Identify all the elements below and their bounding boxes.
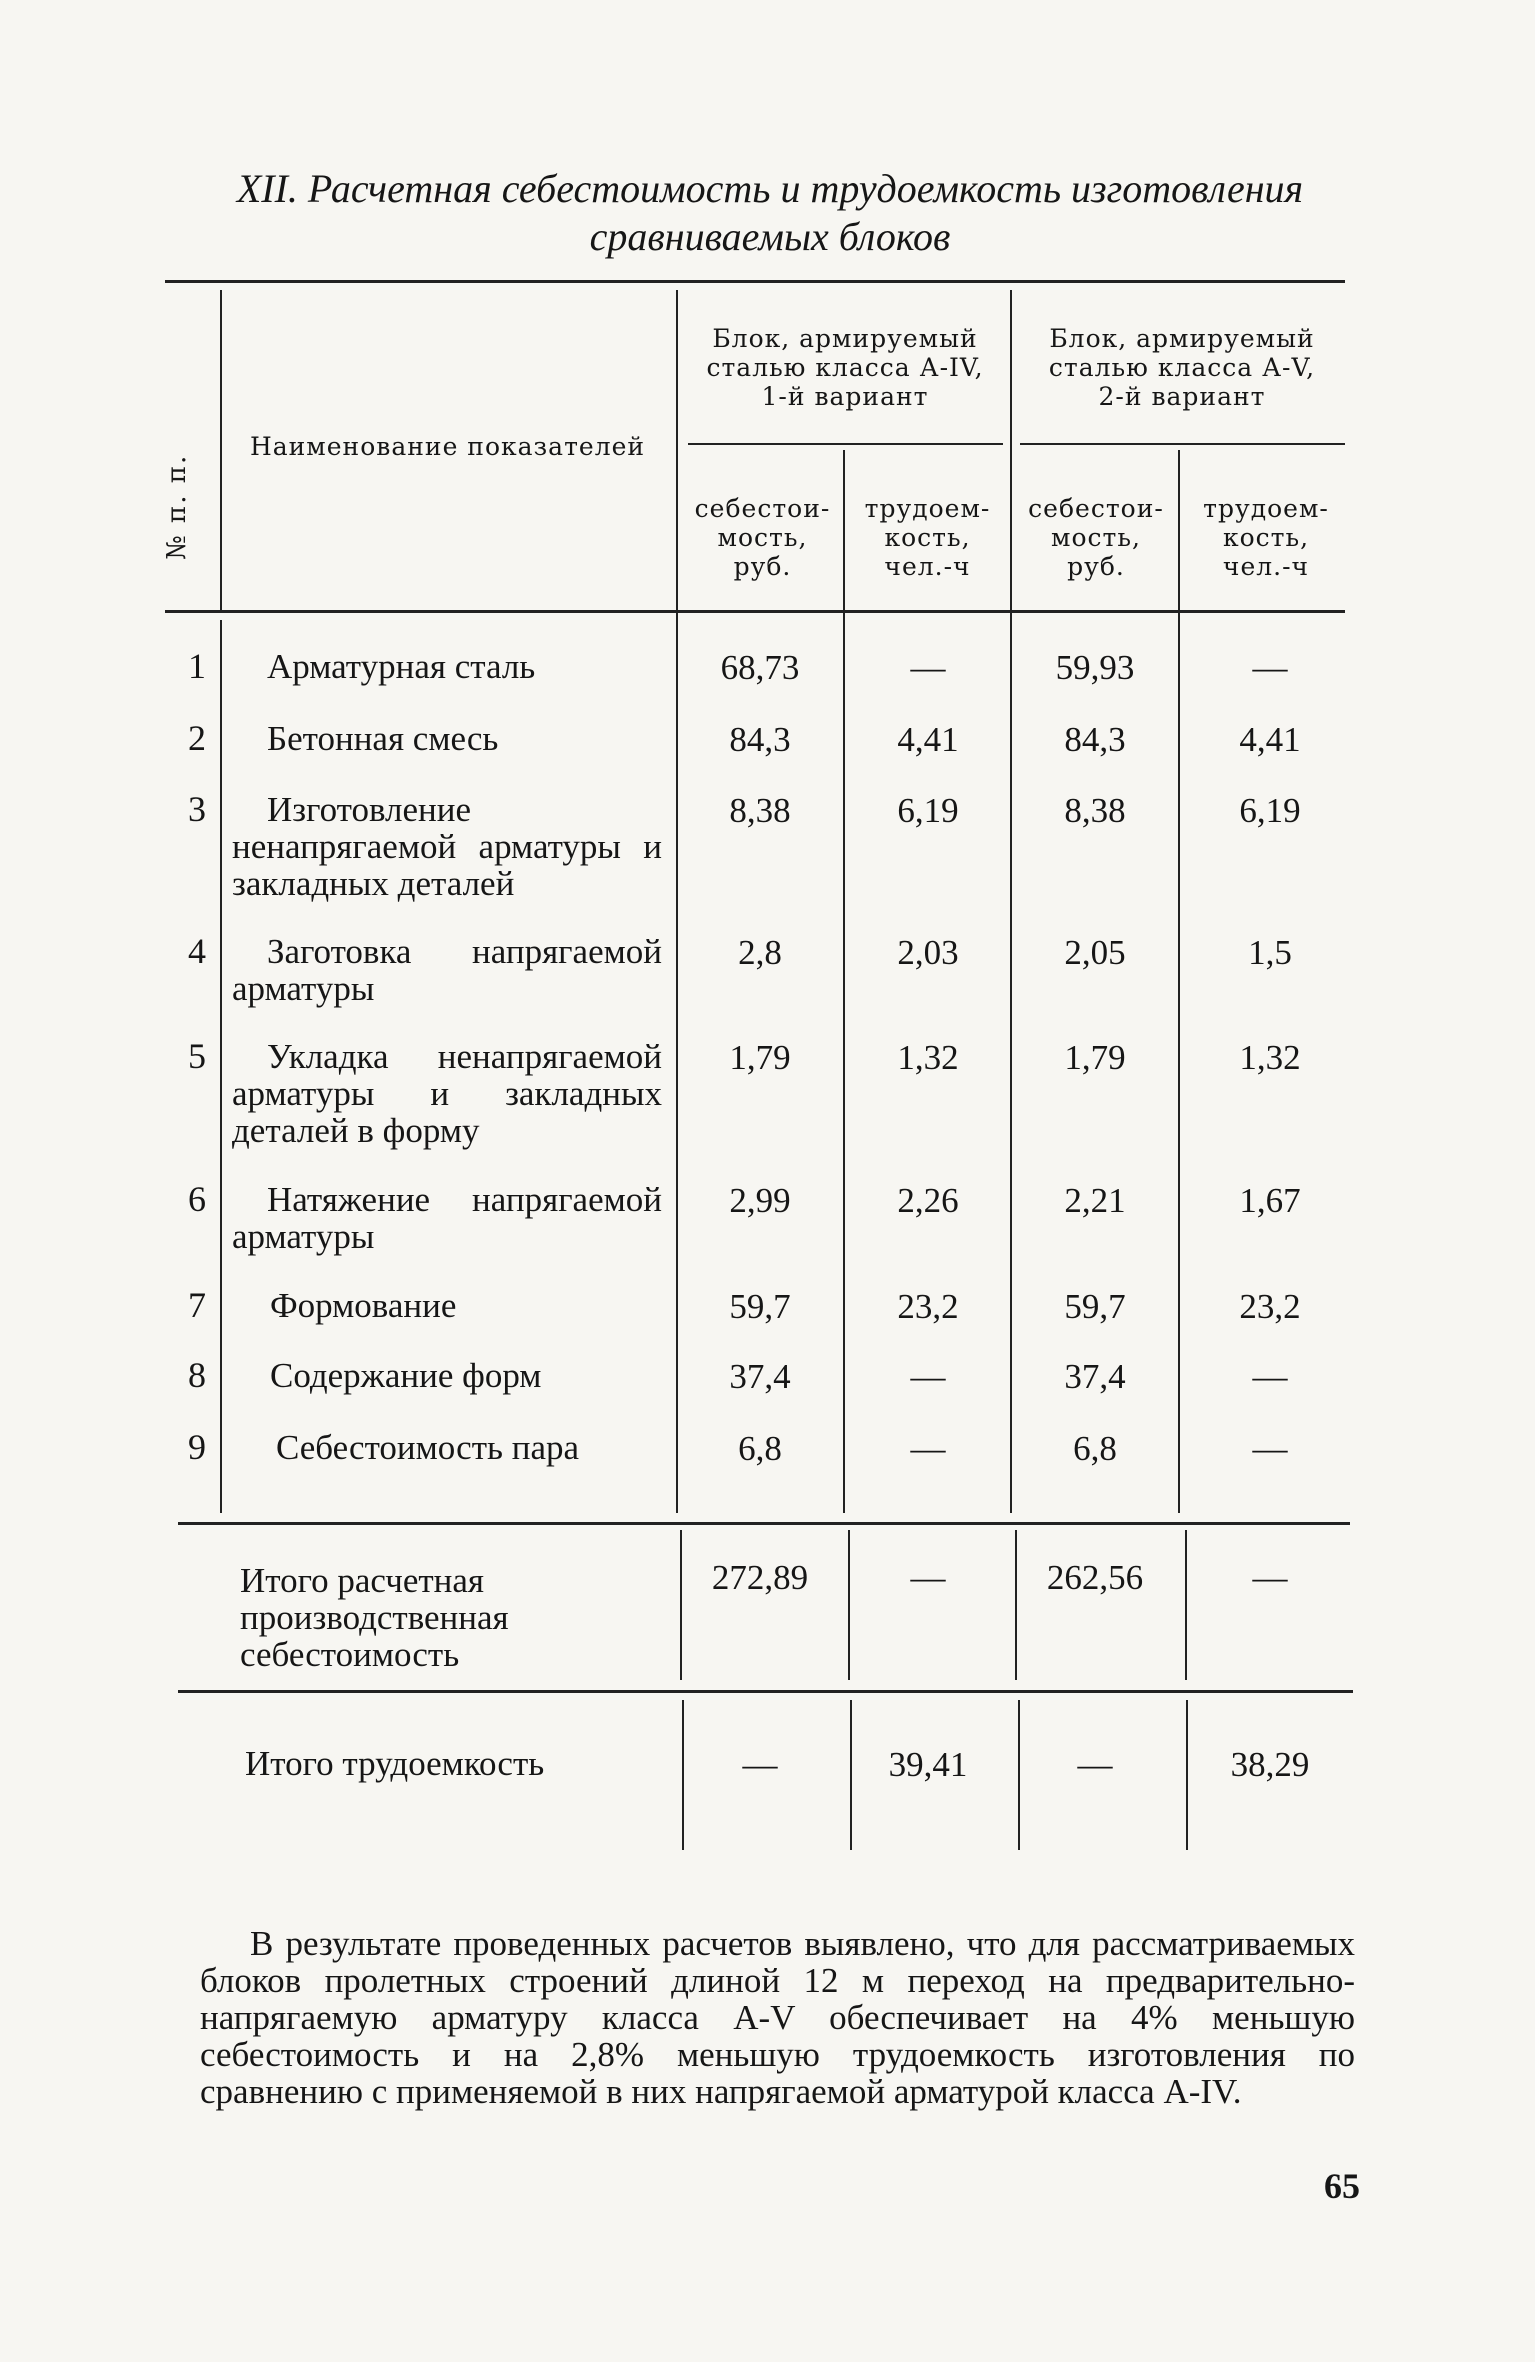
row-3-num: 3: [188, 789, 206, 829]
row-8-cost-2: 37,4: [1064, 1357, 1126, 1396]
row-1-num: 1: [188, 646, 206, 686]
row-9-name: Себестоимость пара: [276, 1428, 580, 1467]
group1-subrule: [688, 443, 1003, 445]
header-labor-1: [845, 494, 1010, 581]
row-3-name: Изготовление ненапрягаемой арматуры и закладных деталей: [232, 790, 662, 903]
row-1-cost-2: 59,93: [1055, 648, 1135, 687]
header-cost-1: [680, 494, 845, 581]
total-cost-1: 272,89: [711, 1558, 809, 1597]
cost-2-line-1: себестои-: [1028, 494, 1164, 523]
group1-line-2: сталью класса А-IV,: [706, 353, 984, 382]
row-2-labor-2: 4,41: [1239, 720, 1301, 759]
row-6-cost-1: 2,99: [729, 1181, 791, 1220]
total-labor-1-in-cost-row: —: [910, 1558, 946, 1597]
cost-1-line-3: руб.: [733, 552, 792, 581]
col-rule-v3: [1010, 290, 1012, 1513]
row-4-cost-1: 2,8: [738, 933, 782, 972]
total-rule-v3: [1015, 1530, 1017, 1680]
row-7-name: Формование: [270, 1286, 457, 1325]
table-title-line-1: XII. Расчетная себестоимость и трудоемкость изготовления: [236, 166, 1304, 211]
row-2-labor-1: 4,41: [897, 720, 959, 759]
row-8-labor-1: —: [910, 1357, 946, 1396]
col-rule-num-body: [220, 620, 222, 1513]
row-6-num: 6: [188, 1179, 206, 1219]
group2-line-2: сталью класса А-V,: [1048, 353, 1316, 382]
row-9-num: 9: [188, 1427, 206, 1467]
row-9-cost-2: 6,8: [1073, 1429, 1117, 1468]
col-rule-v2: [843, 450, 845, 1513]
row-2-cost-1: 84,3: [729, 720, 791, 759]
total-rule-v2: [848, 1530, 850, 1680]
group1-line-3: 1-й вариант: [761, 382, 929, 411]
row-6-labor-2: 1,67: [1239, 1181, 1301, 1220]
total-labor-2-in-cost-row: —: [1252, 1558, 1288, 1597]
row-8-labor-2: —: [1252, 1357, 1288, 1396]
labor-1-line-1: трудоем-: [864, 494, 991, 523]
row-3-cost-2: 8,38: [1064, 791, 1126, 830]
header-name: [225, 432, 670, 461]
header-num-label: № п. п.: [162, 453, 192, 560]
header-bottom-rule: [165, 610, 1345, 613]
row-2-name: Бетонная смесь: [267, 719, 499, 758]
group2-line-3: 2-й вариант: [1098, 382, 1266, 411]
row-9-labor-1: —: [910, 1429, 946, 1468]
group2-subrule: [1020, 443, 1345, 445]
row-3-cost-1: 8,38: [729, 791, 791, 830]
row-7-labor-2: 23,2: [1239, 1287, 1301, 1326]
row-7-num: 7: [188, 1285, 206, 1325]
row-8-cost-1: 37,4: [729, 1357, 791, 1396]
header-group-2: [1012, 324, 1352, 411]
header-group-1: [680, 324, 1010, 411]
total-rule-v4: [1185, 1530, 1187, 1680]
header-name-label: Наименование показателей: [249, 432, 646, 461]
cost-1-line-1: себестои-: [694, 494, 831, 523]
row-5-num: 5: [188, 1036, 206, 1076]
row-1-name: Арматурная сталь: [267, 647, 536, 686]
row-4-num: 4: [188, 931, 206, 971]
row-6-labor-1: 2,26: [897, 1181, 959, 1220]
labor-1-line-3: чел.-ч: [884, 552, 971, 581]
cost-1-line-2: мость,: [717, 523, 808, 552]
row-8-name: Содержание форм: [270, 1356, 542, 1395]
row-7-cost-2: 59,7: [1064, 1287, 1126, 1326]
col-rule-v1: [676, 290, 678, 1513]
row-7-cost-1: 59,7: [729, 1287, 791, 1326]
total-rule-v1: [680, 1530, 682, 1680]
row-8-num: 8: [188, 1355, 206, 1395]
total-labor-label: Итого трудоемкость: [245, 1744, 545, 1783]
row-3-labor-2: 6,19: [1239, 791, 1301, 830]
group1-line-1: Блок, армируемый: [712, 324, 978, 353]
labor-2-line-3: чел.-ч: [1222, 552, 1310, 581]
row-6-name: Натяжение напрягаемой арматуры: [232, 1180, 662, 1256]
total-cost-2: 262,56: [1046, 1558, 1144, 1597]
row-6-cost-2: 2,21: [1064, 1181, 1126, 1220]
table-title-line-2: сравниваемых блоков: [589, 214, 951, 259]
page-number: 65: [1324, 2166, 1360, 2206]
header-labor-2: [1180, 494, 1352, 581]
row-5-labor-1: 1,32: [897, 1038, 959, 1077]
conclusion-paragraph: В результате проведенных расчетов выявлено, что для рассматриваемых блоков пролетных строений длиной 12 м переход на предварительно-напрягаемую арматуру класса А-V обеспечивает на 4% меньшую себестоимость и на 2,8% меньшую трудоемкость изготовления по сравнению с применяемой в них напрягаемой арматурой класса А-IV.: [200, 1924, 1355, 2111]
total-labor-2: 38,29: [1230, 1745, 1310, 1784]
row-4-name: Заготовка напрягаемой арматуры: [232, 932, 662, 1008]
row-5-name: Укладка ненапрягаемой арматуры и закладных деталей в форму: [232, 1037, 662, 1150]
row-5-cost-1: 1,79: [729, 1038, 791, 1077]
total-cost-bottom-rule: [178, 1690, 1353, 1693]
row-9-labor-2: —: [1252, 1429, 1288, 1468]
group2-line-1: Блок, армируемый: [1049, 324, 1315, 353]
row-3-labor-1: 6,19: [897, 791, 959, 830]
table-top-rule: [165, 280, 1345, 283]
labor-2-line-1: трудоем-: [1203, 494, 1329, 523]
row-4-cost-2: 2,05: [1064, 933, 1126, 972]
header-cost-2: [1012, 494, 1180, 581]
row-1-labor-2: —: [1252, 648, 1288, 687]
col-rule-num: [220, 290, 222, 610]
row-5-cost-2: 1,79: [1064, 1038, 1126, 1077]
total-labor-cost-1: —: [742, 1745, 778, 1784]
total-labor-1: 39,41: [888, 1745, 968, 1784]
row-7-labor-1: 23,2: [897, 1287, 959, 1326]
total-cost-label: Итого расчетная производственная себестоимость: [240, 1561, 509, 1674]
row-5-labor-2: 1,32: [1239, 1038, 1301, 1077]
row-2-num: 2: [188, 718, 206, 758]
body-bottom-rule: [178, 1522, 1350, 1525]
row-1-labor-1: —: [910, 648, 946, 687]
col-rule-v4: [1178, 450, 1180, 1513]
row-4-labor-1: 2,03: [897, 933, 959, 972]
row-1-cost-1: 68,73: [720, 648, 800, 687]
table-title: [180, 165, 1360, 261]
labor-1-line-2: кость,: [884, 523, 971, 552]
row-2-cost-2: 84,3: [1064, 720, 1126, 759]
row-9-cost-1: 6,8: [738, 1429, 782, 1468]
row-4-labor-2: 1,5: [1248, 933, 1292, 972]
total-labor-cost-2: —: [1077, 1745, 1113, 1784]
cost-2-line-3: руб.: [1067, 552, 1125, 581]
labor-2-line-2: кость,: [1222, 523, 1310, 552]
cost-2-line-2: мость,: [1051, 523, 1141, 552]
